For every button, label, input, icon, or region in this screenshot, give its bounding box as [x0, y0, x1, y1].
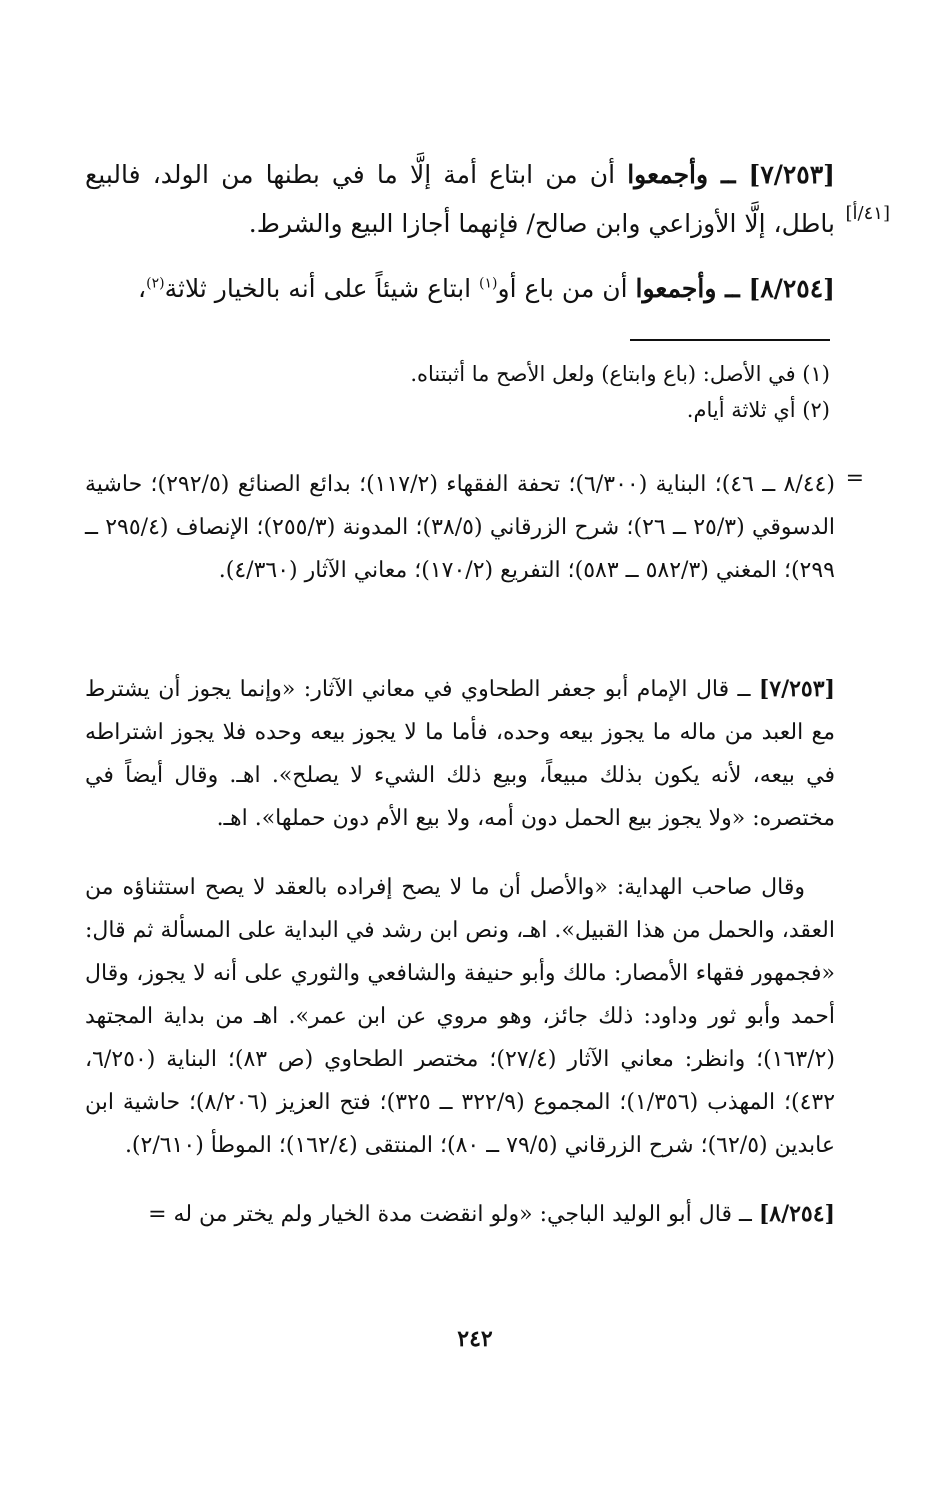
continuation-marker: = [845, 466, 864, 491]
manuscript-folio-marker: [٤١/أ] [845, 203, 890, 224]
commentary-reference: [٧/٢٥٣] [758, 676, 835, 702]
commentary-paragraph [85, 668, 835, 840]
page-number: ٢٤٢ [457, 1326, 493, 1352]
footnote-marker: (٢) [146, 275, 165, 292]
footnote: (١) في الأصل: (باع وابتاع) ولعل الأصح ما أثبتناه. [410, 362, 830, 386]
issue-text: أن من باع أو [497, 274, 636, 303]
issue-text: أن من ابتاع أمة إلَّا ما في بطنها من الولد، فالبيع باطل، إلَّا الأوزاعي وابن صالح/ فإنهما أجازا البيع والشرط. [85, 160, 835, 238]
main-text [85, 150, 835, 329]
issue-dash: ــ [716, 274, 749, 303]
footnotes [380, 356, 830, 428]
commentary [85, 668, 835, 1262]
issue-lead-word: وأجمعوا [635, 274, 717, 303]
issue-dash: ــ [708, 160, 749, 189]
footnote-marker: (١) [479, 275, 498, 292]
issue-text: ، [138, 274, 147, 303]
commentary-text: ــ قال أبو الوليد الباجي: «ولو انقضت مدة الخيار ولم يختر من له = [148, 1202, 759, 1227]
commentary-paragraph [85, 866, 835, 1167]
continued-references: (٨/٤٤ ــ ٤٦)؛ البناية (٦/٣٠٠)؛ تحفة الفقهاء (١١٧/٢)؛ بدائع الصنائع (٢٩٢/٥)؛ حاشية الدسوقي (٢٥/٣ ــ ٢٦)؛ شرح الزرقاني (٣٨/٥)؛ المدونة (٢٥٥/٣)؛ الإنصاف (٢٩٥/٤ ــ ٢٩٩)؛ المغني (٥٨٢/٣ ــ ٥٨٣)؛ التفريع (١٧٠/٢)؛ معاني الآثار (٤/٣٦٠). [85, 472, 836, 583]
issue-reference: [٧/٢٥٣] [748, 160, 835, 189]
issue-lead-word: وأجمعوا [627, 160, 709, 189]
commentary-text: وقال صاحب الهداية: «والأصل أن ما لا يصح إفراده بالعقد لا يصح استثناؤه من العقد، والحمل من هذا القبيل». اهـ، ونص ابن رشد في البداية على المسألة ثم قال: «فجمهور فقهاء الأمصار: مالك وأبو حنيفة والشافعي والثوري على أنه لا يجوز، وقال أحمد وأبو ثور وداود: ذلك جائز، وهو مروي عن ابن عمر». اهـ من بداية المجتهد (١٦٣/٢)؛ وانظر: معاني الآثار (٢٧/٤)؛ مختصر الطحاوي (ص ٨٣)؛ البناية (٦/٢٥٠، ٤٣٢)؛ المهذب (١/٣٥٦)؛ المجموع (٣٢٢/٩ ــ ٣٢٥)؛ فتح العزيز (٨/٢٠٦)؛ حاشية ابن عابدين (٦٢/٥)؛ شرح الزرقاني (٧٩/٥ ــ ٨٠)؛ المنتقى (١٦٢/٤)؛ الموطأ (٢/٦١٠). [85, 875, 836, 1158]
commentary-text: ــ قال الإمام أبو جعفر الطحاوي في معاني الآثار: «وإنما يجوز أن يشترط مع العبد من ماله ما يجوز بيعه وحده، فأما ما لا يجوز بيعه وحده فلا يجوز اشتراطه في بيعه، لأنه يكون بذلك مبيعاً، وبيع ذلك الشيء لا يصلح». اهـ. وقال أيضاً في مختصره: «ولا يجوز بيع الحمل دون أمه، ولا بيع الأم دون حملها». اهـ. [85, 677, 835, 831]
commentary-paragraph [85, 1193, 835, 1236]
issue-text: ابتاع شيئاً على أنه بالخيار ثلاثة [164, 274, 480, 303]
commentary-reference: [٨/٢٥٤] [758, 1201, 835, 1227]
issue-paragraph [85, 150, 835, 248]
footnote-separator [630, 339, 830, 341]
issue-paragraph [85, 264, 835, 313]
footnote: (٢) أي ثلاثة أيام. [686, 398, 830, 422]
issue-reference: [٨/٢٥٤] [748, 274, 835, 303]
